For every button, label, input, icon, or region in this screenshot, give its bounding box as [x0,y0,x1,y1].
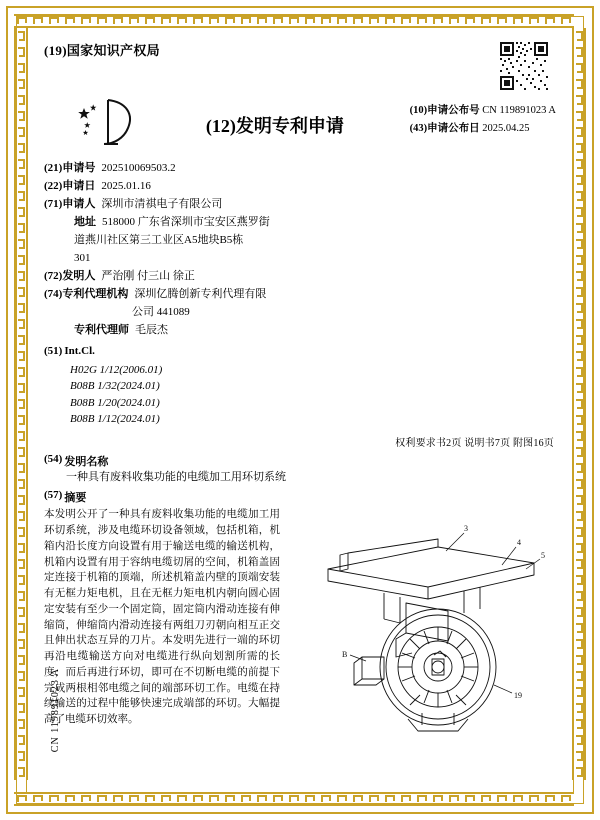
field-label: 摘要 [64,492,87,505]
figure-label: 3 [464,524,468,534]
doc-type: 发明专利申请 [235,116,344,136]
field-code: (72) [44,270,63,283]
biblio-row [44,268,556,285]
field-label: 专利代理师 [74,324,129,337]
publication-number-label: (10)申请公布号 [409,105,480,116]
field-label: 发明人 [62,270,96,283]
field-label: 申请号 [62,162,96,174]
abstract-header [44,489,556,505]
biblio-row [44,160,556,177]
ipc-item: B08B 1/12(2024.01) [70,413,160,426]
publication-number-row [410,102,556,120]
field-code: (22) [44,180,63,193]
field-label: 发明名称 [64,455,109,468]
field-value: 毛辰杰 [135,324,168,337]
field-value: 301 [74,252,91,265]
field-value: 202510069503.2 [101,162,176,174]
abstract-figure [288,507,556,742]
field-value: 518000 广东省深圳市宝安区燕罗街 [102,216,270,229]
field-value: 2025.01.16 [101,180,151,193]
qr-code [498,40,550,92]
patent-page [34,34,566,786]
title-row [44,94,556,150]
field-label: 专利代理机构 [62,288,129,301]
biblio-row [44,178,556,195]
figure-label: 5 [541,551,545,561]
ipc-header [44,343,556,360]
figure-label: 19 [514,691,522,701]
field-label: 申请日 [62,180,96,193]
biblio-row [44,196,556,213]
invention-name-text: 一种具有废料收集功能的电缆加工用环切系统 [66,470,286,483]
bibliographic-data [44,160,556,428]
field-value: 道燕川社区第三工业区A5地块B5栋 [74,234,244,247]
publication-date-value: 2025.04.25 [482,122,530,134]
abstract-body [44,507,556,742]
figure-label: B [342,650,348,660]
header-row [44,40,556,92]
biblio-row [74,322,556,339]
field-value: 公司 441089 [132,306,190,319]
ipc-list [70,362,556,428]
biblio-row [44,286,556,303]
field-label: 申请人 [62,198,96,211]
biblio-row [132,304,556,321]
figure-label: 4 [517,538,521,548]
publication-date-row [410,120,556,138]
publication-number-value: CN 119891023 A [482,105,556,116]
field-label: Int.Cl. [64,345,95,358]
issuing-office: (19)国家知识产权局 [44,43,160,58]
side-publication-code: CN 119891023 A [50,667,61,752]
field-code: (71) [44,198,63,211]
ipc-item: B08B 1/20(2024.01) [70,396,160,409]
field-label: 地址 [74,216,96,229]
field-code: (54) [44,452,63,465]
publication-info [410,102,556,138]
invention-name-section [44,453,556,486]
biblio-row [74,214,556,231]
field-code: (57) [44,489,63,502]
field-code: (74) [44,288,63,301]
field-value: 深圳亿腾创新专利代理有限 [134,288,267,301]
document-title [206,112,344,138]
publication-date-label: (43)申请公布日 [409,122,480,134]
field-value: 严治刚 付三山 徐正 [101,270,195,283]
ipc-item: H02G 1/12(2006.01) [70,363,163,376]
sipo-logo [74,94,160,150]
field-code: (51) [44,345,63,358]
doc-type-code: (12) [205,116,236,136]
field-code: (21) [44,162,63,174]
field-value: 深圳市清祺电子有限公司 [101,198,223,211]
page-count-line: 权利要求书2页 说明书7页 附图16页 [395,437,554,449]
biblio-row [74,232,556,249]
biblio-row [74,250,556,267]
ipc-item: B08B 1/32(2024.01) [70,380,160,393]
abstract-section [44,489,556,505]
abstract-text: 本发明公开了一种具有废料收集功能的电缆加工用环切系统，涉及电缆环切设备领域，包括机箱，机箱内沿长度方向设置有用于输送电缆的输送机构，机箱内设置有用于容纳电缆切屑的空间，机箱盖固定连接于机箱的顶端，所述机箱盖内壁的顶端安装有无框力矩电机，且在无框力矩电机内朝向圆心固定安装有至少一个固定筒，固定筒内滑动连接有伸缩筒，伸缩筒内滑动连接有两组刀刃朝向相互正交且伸出状态互异的刀片。本发明先进行一端的环切再沿电缆输送方向对电缆进行纵向划割所需的长度，而后再进行环切，即可在不切断电缆的前提下完成两根相邻电缆之间的端部环切工作。电缆在持续输送的过程中能够快速完成端部的环切。大幅提高了电缆环切效率。 [44,509,280,726]
invention-name-header [44,453,556,469]
